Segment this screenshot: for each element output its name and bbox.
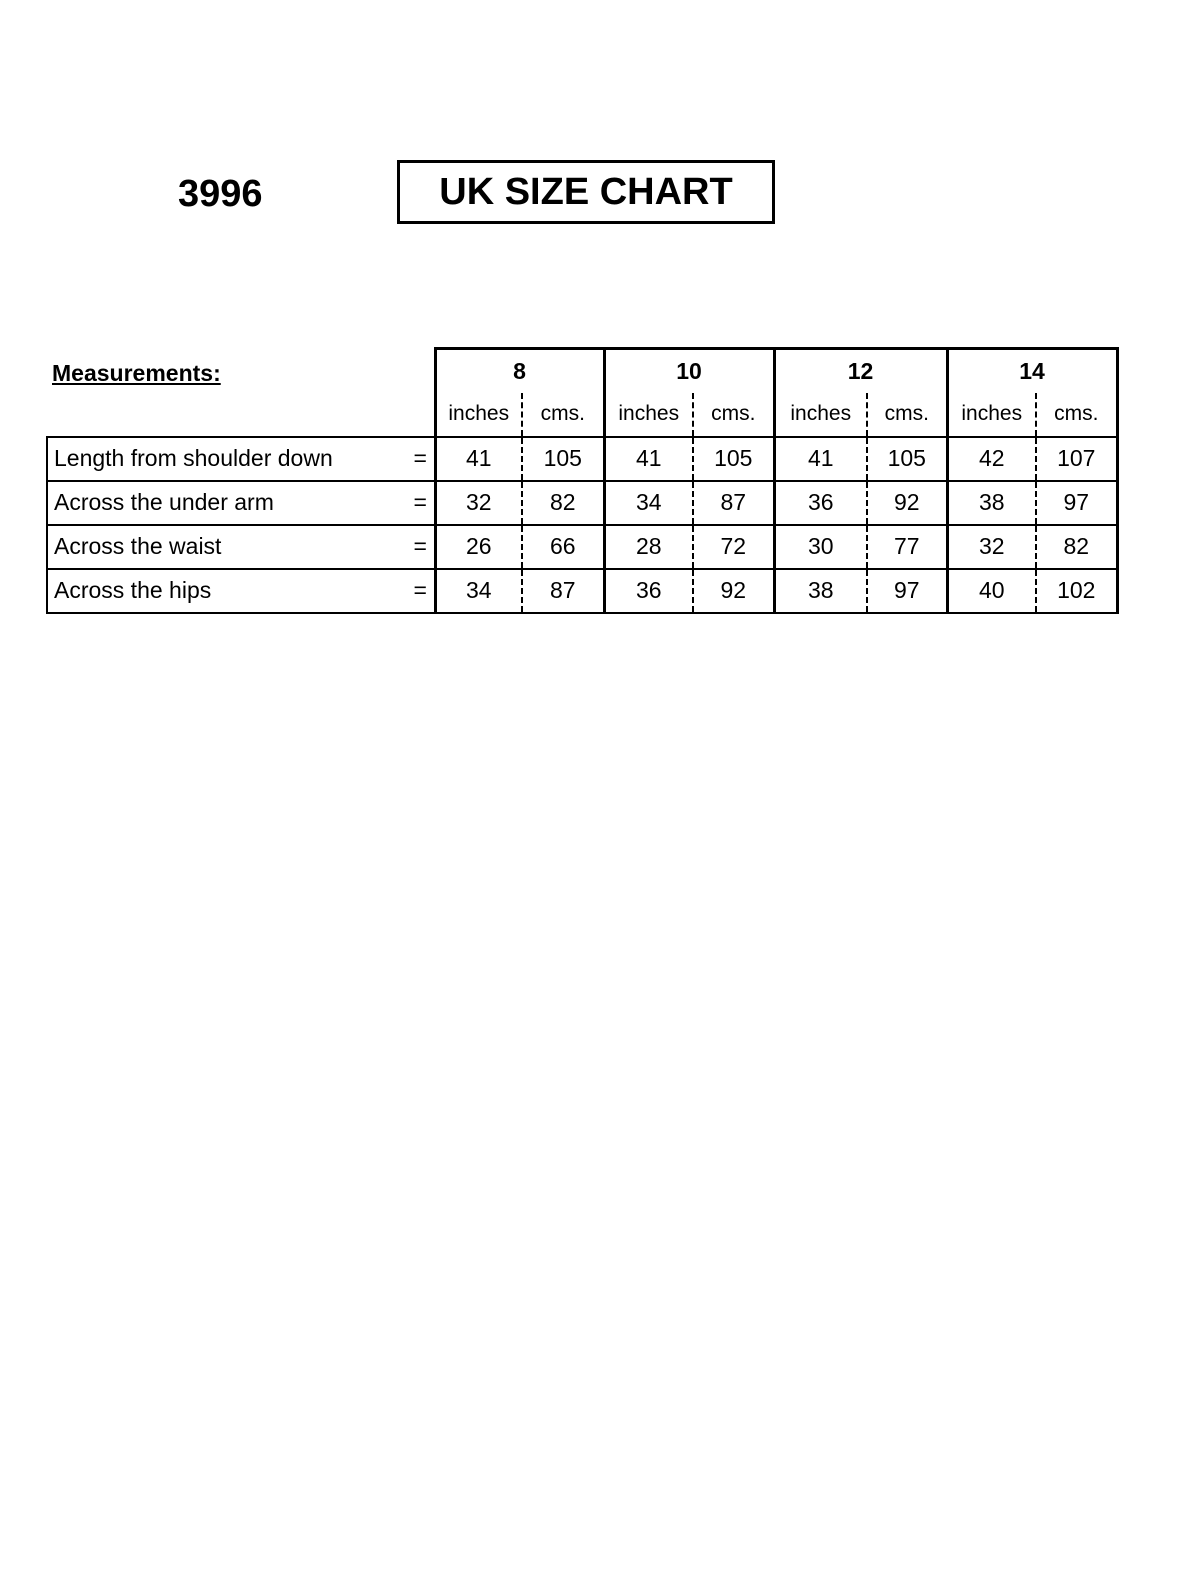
value-cms: 97 — [867, 569, 947, 613]
unit-header: inches — [947, 393, 1036, 437]
value-cms: 102 — [1036, 569, 1117, 613]
value-inches: 42 — [947, 437, 1036, 481]
size-header: 12 — [774, 349, 947, 393]
table-row — [47, 437, 1117, 481]
equals-sign: = — [407, 569, 435, 613]
measurement-label: Length from shoulder down — [47, 437, 407, 481]
table-row — [47, 569, 1117, 613]
style-number: 3996 — [178, 173, 263, 215]
table-row — [47, 481, 1117, 525]
measurement-label: Across the waist — [47, 525, 407, 569]
value-inches: 38 — [774, 569, 867, 613]
value-inches: 38 — [947, 481, 1036, 525]
value-inches: 26 — [435, 525, 522, 569]
size-header: 10 — [604, 349, 774, 393]
value-cms: 87 — [522, 569, 604, 613]
value-cms: 77 — [867, 525, 947, 569]
unit-header: cms. — [1036, 393, 1117, 437]
value-inches: 41 — [604, 437, 693, 481]
table-row — [47, 525, 1117, 569]
value-cms: 82 — [522, 481, 604, 525]
value-cms: 92 — [693, 569, 774, 613]
value-cms: 87 — [693, 481, 774, 525]
equals-sign: = — [407, 525, 435, 569]
size-header: 14 — [947, 349, 1117, 393]
value-inches: 40 — [947, 569, 1036, 613]
equals-sign: = — [407, 481, 435, 525]
value-cms: 105 — [693, 437, 774, 481]
value-cms: 82 — [1036, 525, 1117, 569]
size-header: 8 — [435, 349, 604, 393]
value-inches: 41 — [774, 437, 867, 481]
size-header-row — [47, 349, 1117, 393]
value-cms: 97 — [1036, 481, 1117, 525]
value-cms: 105 — [522, 437, 604, 481]
value-inches: 28 — [604, 525, 693, 569]
measurement-label: Across the under arm — [47, 481, 407, 525]
equals-sign: = — [407, 437, 435, 481]
value-cms: 107 — [1036, 437, 1117, 481]
value-inches: 32 — [947, 525, 1036, 569]
measurements-label: Measurements: — [52, 360, 221, 386]
value-cms: 105 — [867, 437, 947, 481]
value-inches: 36 — [604, 569, 693, 613]
value-inches: 32 — [435, 481, 522, 525]
value-inches: 36 — [774, 481, 867, 525]
size-chart-table — [46, 347, 1119, 614]
unit-header: inches — [774, 393, 867, 437]
page-title: UK SIZE CHART — [397, 160, 775, 224]
value-inches: 34 — [604, 481, 693, 525]
value-inches: 30 — [774, 525, 867, 569]
unit-header: cms. — [522, 393, 604, 437]
unit-header-row — [47, 393, 1117, 437]
value-cms: 66 — [522, 525, 604, 569]
value-inches: 41 — [435, 437, 522, 481]
unit-header: cms. — [867, 393, 947, 437]
measurement-label: Across the hips — [47, 569, 407, 613]
value-cms: 72 — [693, 525, 774, 569]
value-cms: 92 — [867, 481, 947, 525]
unit-header: cms. — [693, 393, 774, 437]
value-inches: 34 — [435, 569, 522, 613]
unit-header: inches — [435, 393, 522, 437]
unit-header: inches — [604, 393, 693, 437]
